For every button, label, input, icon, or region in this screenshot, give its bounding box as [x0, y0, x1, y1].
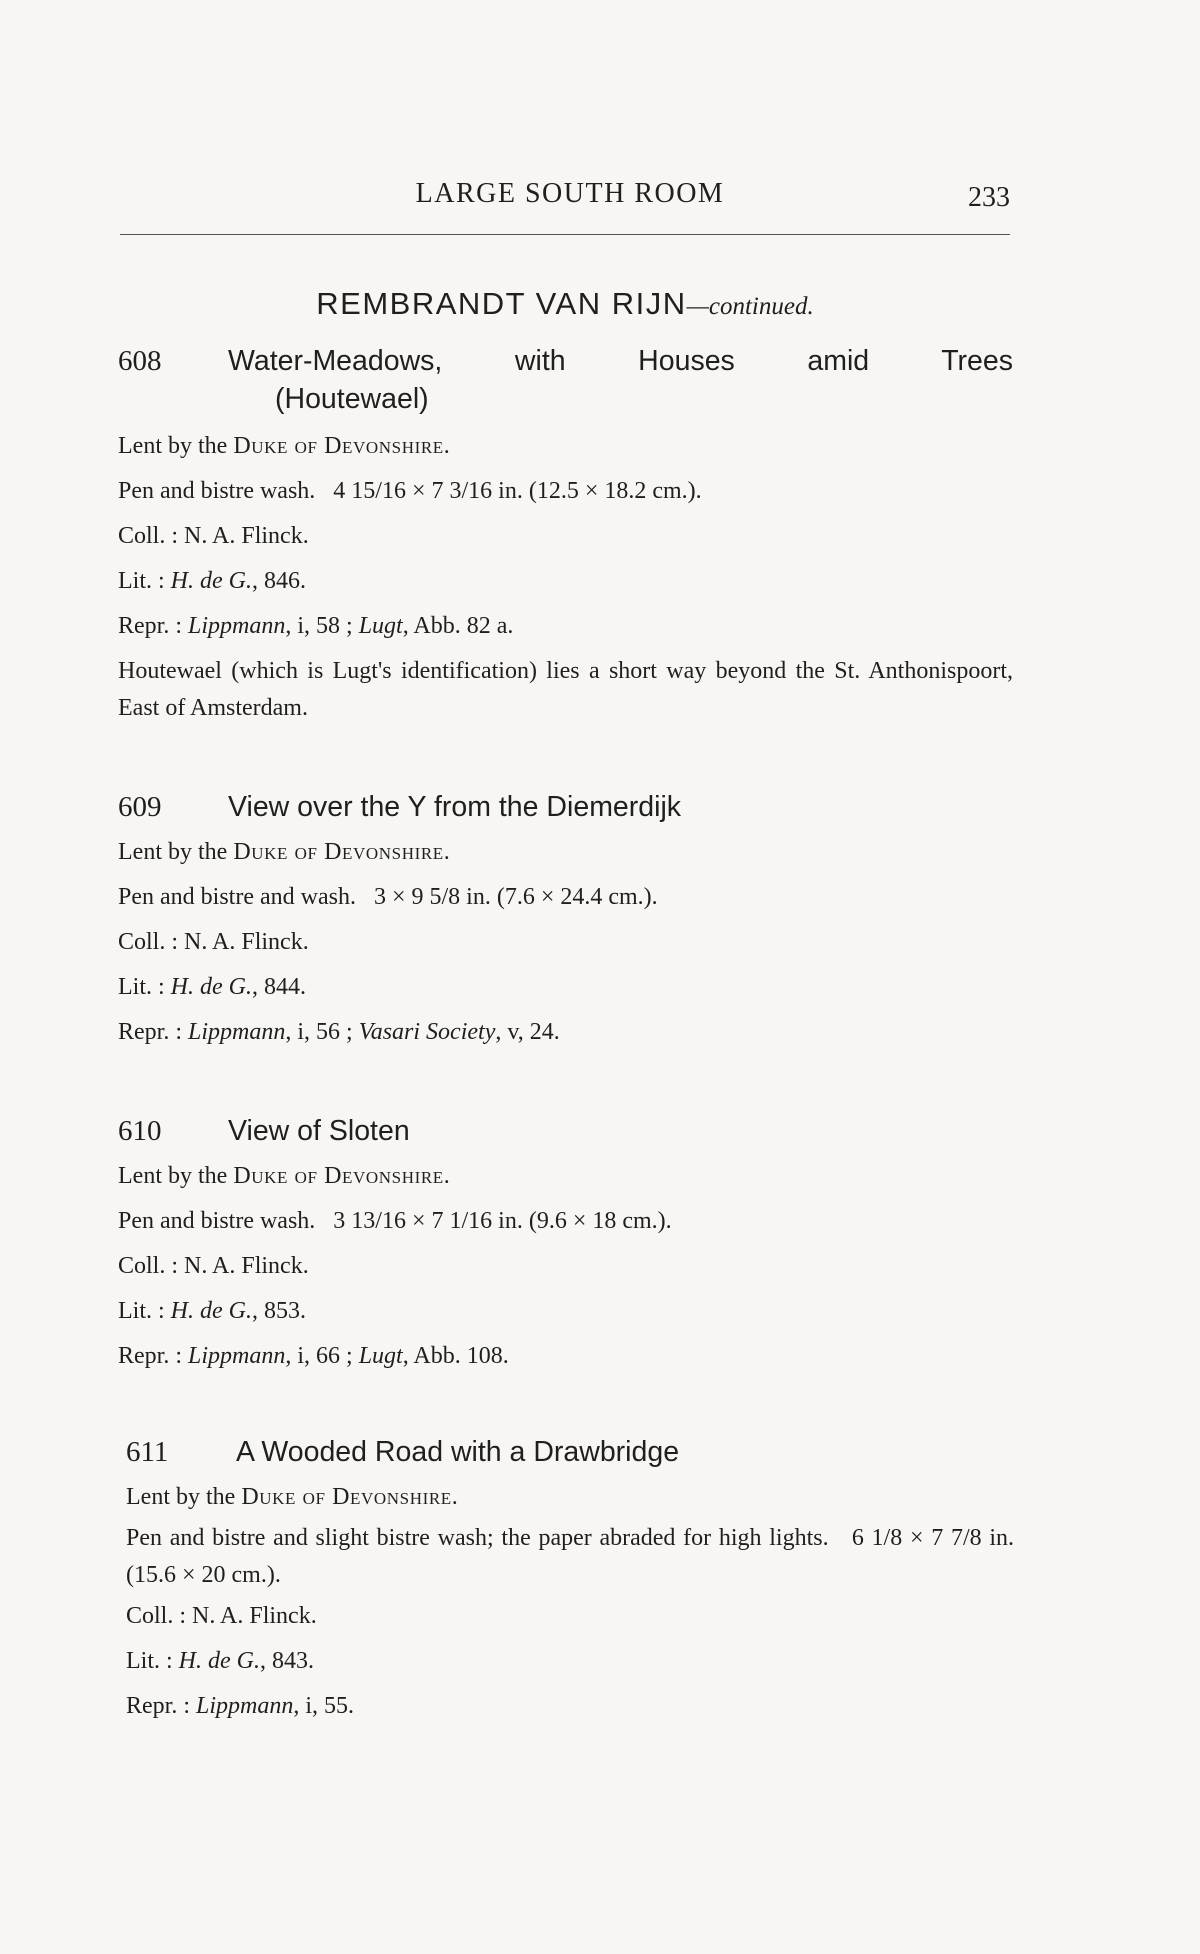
entry-number: 611	[126, 1436, 169, 1468]
artist-name: REMBRANDT VAN RIJN	[316, 286, 687, 321]
collection-line: Coll. : N. A. Flinck.	[118, 1253, 309, 1279]
reproduction-line: Repr. : Lippmann, i, 55.	[126, 1693, 355, 1719]
entry-note: Houtewael (which is Lugt's identification) lies a short way beyond the St. Anthonispoort, East of Amsterdam.	[118, 658, 1013, 721]
literature-line: Lit. : H. de G., 853.	[118, 1298, 306, 1324]
page-number: 233	[968, 182, 1010, 213]
lender-line: Lent by the Duke of Devonshire.	[118, 839, 451, 865]
lender-line: Lent by the Duke of Devonshire.	[126, 1484, 459, 1510]
catalogue-entry	[126, 1433, 1014, 1729]
medium-line: Pen and bistre and wash. 3 × 9 5/8 in. (7.6 × 24.4 cm.).	[118, 884, 658, 910]
entry-title: View of Sloten	[228, 1115, 410, 1147]
lender-line: Lent by the Duke of Devonshire.	[118, 433, 451, 459]
reproduction-line: Repr. : Lippmann, i, 58 ; Lugt, Abb. 82 a.	[118, 613, 514, 639]
dimensions: 6 1/8 × 7 7/8 in. (15.6 × 20 cm.).	[126, 1525, 1015, 1588]
lender-name: Duke of Devonshire.	[233, 839, 451, 865]
lender-name: Duke of Devonshire.	[241, 1484, 459, 1510]
entry-heading	[126, 1433, 1014, 1471]
medium-line: Pen and bistre wash. 3 13/16 × 7 1/16 in. (9.6 × 18 cm.).	[118, 1208, 672, 1234]
entry-title: Water-Meadows, with Houses amid Trees	[228, 345, 1013, 377]
dimensions: 4 15/16 × 7 3/16 in. (12.5 × 18.2 cm.).	[333, 478, 702, 504]
dimensions: 3 × 9 5/8 in. (7.6 × 24.4 cm.).	[373, 884, 658, 910]
entry-number: 608	[118, 345, 162, 377]
entry-title: A Wooded Road with a Drawbridge	[236, 1436, 680, 1468]
continued-label: —continued.	[686, 293, 814, 320]
literature-line: Lit. : H. de G., 844.	[118, 974, 306, 1000]
dimensions: 3 13/16 × 7 1/16 in. (9.6 × 18 cm.).	[333, 1208, 672, 1234]
entry-number: 610	[118, 1115, 162, 1147]
running-head	[120, 178, 1020, 218]
reproduction-line: Repr. : Lippmann, i, 56 ; Vasari Society, v, 24.	[118, 1019, 560, 1045]
entry-heading	[118, 342, 1013, 418]
catalogue-entry	[118, 788, 1013, 1055]
entry-heading	[118, 788, 1013, 826]
catalogue-entry	[118, 1112, 1013, 1379]
reproduction-line: Repr. : Lippmann, i, 66 ; Lugt, Abb. 108.	[118, 1343, 509, 1369]
header-rule	[120, 234, 1010, 235]
collection-line: Coll. : N. A. Flinck.	[118, 929, 309, 955]
lender-name: Duke of Devonshire.	[233, 1163, 451, 1189]
running-title: LARGE SOUTH ROOM	[415, 178, 725, 209]
entry-subtitle: (Houtewael)	[275, 383, 429, 415]
collection-line: Coll. : N. A. Flinck.	[118, 523, 309, 549]
section-heading	[120, 286, 1010, 322]
literature-line: Lit. : H. de G., 843.	[126, 1648, 314, 1674]
entry-title: View over the Y from the Diemerdijk	[228, 791, 682, 823]
medium-line: Pen and bistre wash. 4 15/16 × 7 3/16 in. (12.5 × 18.2 cm.).	[118, 478, 702, 504]
lender-name: Duke of Devonshire.	[233, 433, 451, 459]
literature-line: Lit. : H. de G., 846.	[118, 568, 306, 594]
collection-line: Coll. : N. A. Flinck.	[126, 1603, 317, 1629]
catalogue-entry	[118, 342, 1013, 727]
lender-line: Lent by the Duke of Devonshire.	[118, 1163, 451, 1189]
medium-line: Pen and bistre and slight bistre wash; the paper abraded for high lights. 6 1/8 × 7 7/8 in. (15.6 × 20 cm.).	[126, 1525, 1015, 1588]
entry-heading	[118, 1112, 1013, 1150]
entry-number: 609	[118, 791, 162, 823]
